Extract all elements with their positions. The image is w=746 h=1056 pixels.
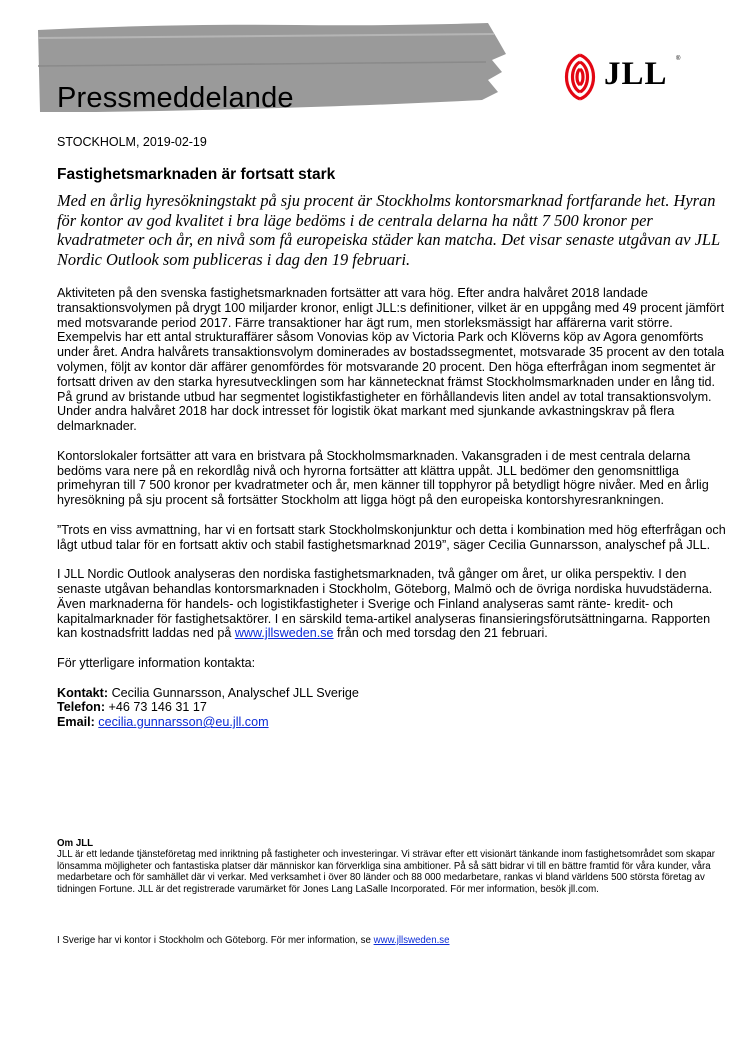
jllsweden-link[interactable]: www.jllsweden.se [234, 626, 334, 641]
offices-jllsweden-link[interactable]: www.jllsweden.se [373, 935, 450, 946]
phone-label: Telefon: [57, 700, 106, 715]
paragraph-outlook [57, 567, 727, 641]
body-text [57, 286, 727, 730]
contact-block [57, 686, 727, 730]
email-label: Email: [57, 715, 95, 730]
about-heading: Om JLL [57, 838, 94, 849]
contact-email-line [57, 715, 727, 730]
contact-person-line [57, 686, 727, 701]
paragraph-transactions: Aktiviteten på den svenska fastighetsmarknaden fortsätter att vara hög. Efter andra halvåret 2018 landade transaktionsvolymen på drygt 100 miljarder kronor, enligt JLL:s definitioner, vilket är en uppgång med 49 procent jämfört med motsvarande period 2017. Färre transaktioner har ägt rum, men storleksmässigt har affärerna varit större. Exempelvis har ett antal strukturaffärer såsom Vonovias köp av Victoria Park och Klöverns köp av Agora genomförts under året. Andra halvårets transaktionsvolym dominerades av bostadssegmentet, motsvarade 35 procent av den totala volymen, följt av kontor där affärer genomfördes för motsvarande 20 procent. Den höga efterfrågan inom segmentet är fortsatt driven av den starka hyresutvecklingen som har kännetecknat främst Stockholmsmarknaden under en lång tid. På grund av bristande utbud har segmentet logistikfastigheter en förhållandevis liten andel av total transaktionsvolym. Under andra halvåret 2018 har dock intresset för logistik ökat markant med sjunkande avkastningskrav på flera delmarknader. [57, 286, 725, 434]
dateline: STOCKHOLM, 2019-02-19 [57, 135, 207, 149]
offices-text: I Sverige har vi kontor i Stockholm och Göteborg. För mer information, se [57, 935, 374, 946]
contact-value: Cecilia Gunnarsson, Analyschef JLL Sverige [108, 685, 359, 700]
about-text: JLL är ett ledande tjänsteföretag med inriktning på fastigheter och investeringar. Vi strävar efter ett visionärt tänkande inom fastighetsområdet som skapar lönsamma möjligheter och fantastiska platser där människor kan förverkliga sina ambitioner. På så sätt bidrar vi till en bättre framtid för våra kunder, våra medarbetare och för samhället där vi verkar. Med verksamhet i över 80 länder och 88 000 medarbetare, rankas vi bland världens 500 största företag av tidningen Fortune. JLL är det registrerade varumärket för Jones Lang LaSalle Incorporated. För mer information, besök jll.com. [57, 849, 716, 895]
outlook-text: I JLL Nordic Outlook analyseras den nordiska fastighetsmarknaden, två gånger om året, ur olika perspektiv. I den senaste utgåvan behandlas kontorsmarknaden i Stockholm, Göteborg, Malmö och de övriga nordiska huvudstäderna. Även marknaderna för handels- och logistikfastigheter i Sverige och Finland analyseras samt ränte- kredit- och kapitalmarknader för fastighetsaktörer. I en särskild tema-artikel analyseras finansieringsförutsättningarna. Rapporten kan kostnadsfritt laddas ned på [57, 567, 713, 641]
contact-phone-line [57, 700, 727, 715]
offices-line [57, 935, 717, 946]
paragraph-quote: ”Trots en viss avmattning, har vi en fortsatt stark Stockholmskonjunktur och detta i kombination med hög efterfrågan och lågt utbud talar för en fortsatt aktiv och stabil fastighetsmarknad 2019”, säger Cecilia Gunnarsson, analyschef på JLL. [57, 522, 726, 552]
page-title: Pressmeddelande [57, 82, 294, 114]
jll-logo-text: JLL [604, 56, 668, 92]
paragraph-office-market: Kontorslokaler fortsätter att vara en bristvara på Stockholmsmarknaden. Vakansgraden i de mest centrala delarna bedöms vara nere på en rekordlåg nivå och hyrorna fortsätter att klättra uppåt. JLL bedömer den genomsnittliga primehyran till 7 500 kronor per kvadratmeter och år, men känner till topphyror på betydligt högre nivåer. Med en årlig hyresökning på sju procent så fortsätter Stockholm att ligga högt på den europeiska kontorshyresrankningen. [57, 448, 709, 508]
logo-trademark: ® [676, 56, 681, 62]
outlook-text-end: från och med torsdag den 21 februari. [333, 626, 548, 641]
contact-intro: För ytterligare information kontakta: [57, 655, 256, 670]
email-link[interactable]: cecilia.gunnarsson@eu.jll.com [98, 715, 269, 730]
contact-label: Kontakt: [57, 685, 109, 700]
phone-value: +46 73 146 31 17 [105, 700, 207, 715]
lead-paragraph: Med en årlig hyresökningstakt på sju procent är Stockholms kontorsmarknad fortfarande het. Hyran för kontor av god kvalitet i bra läge bedöms i de centrala delarna ha nått 7 500 kronor per kvadratmeter och år, en nivå som få europeiska städer kan matcha. Det visar senaste utgåvan av JLL Nordic Outlook som publiceras i dag den 19 februari. [57, 191, 720, 269]
headline: Fastighetsmarknaden är fortsatt stark [57, 166, 336, 183]
about-section [57, 838, 717, 895]
